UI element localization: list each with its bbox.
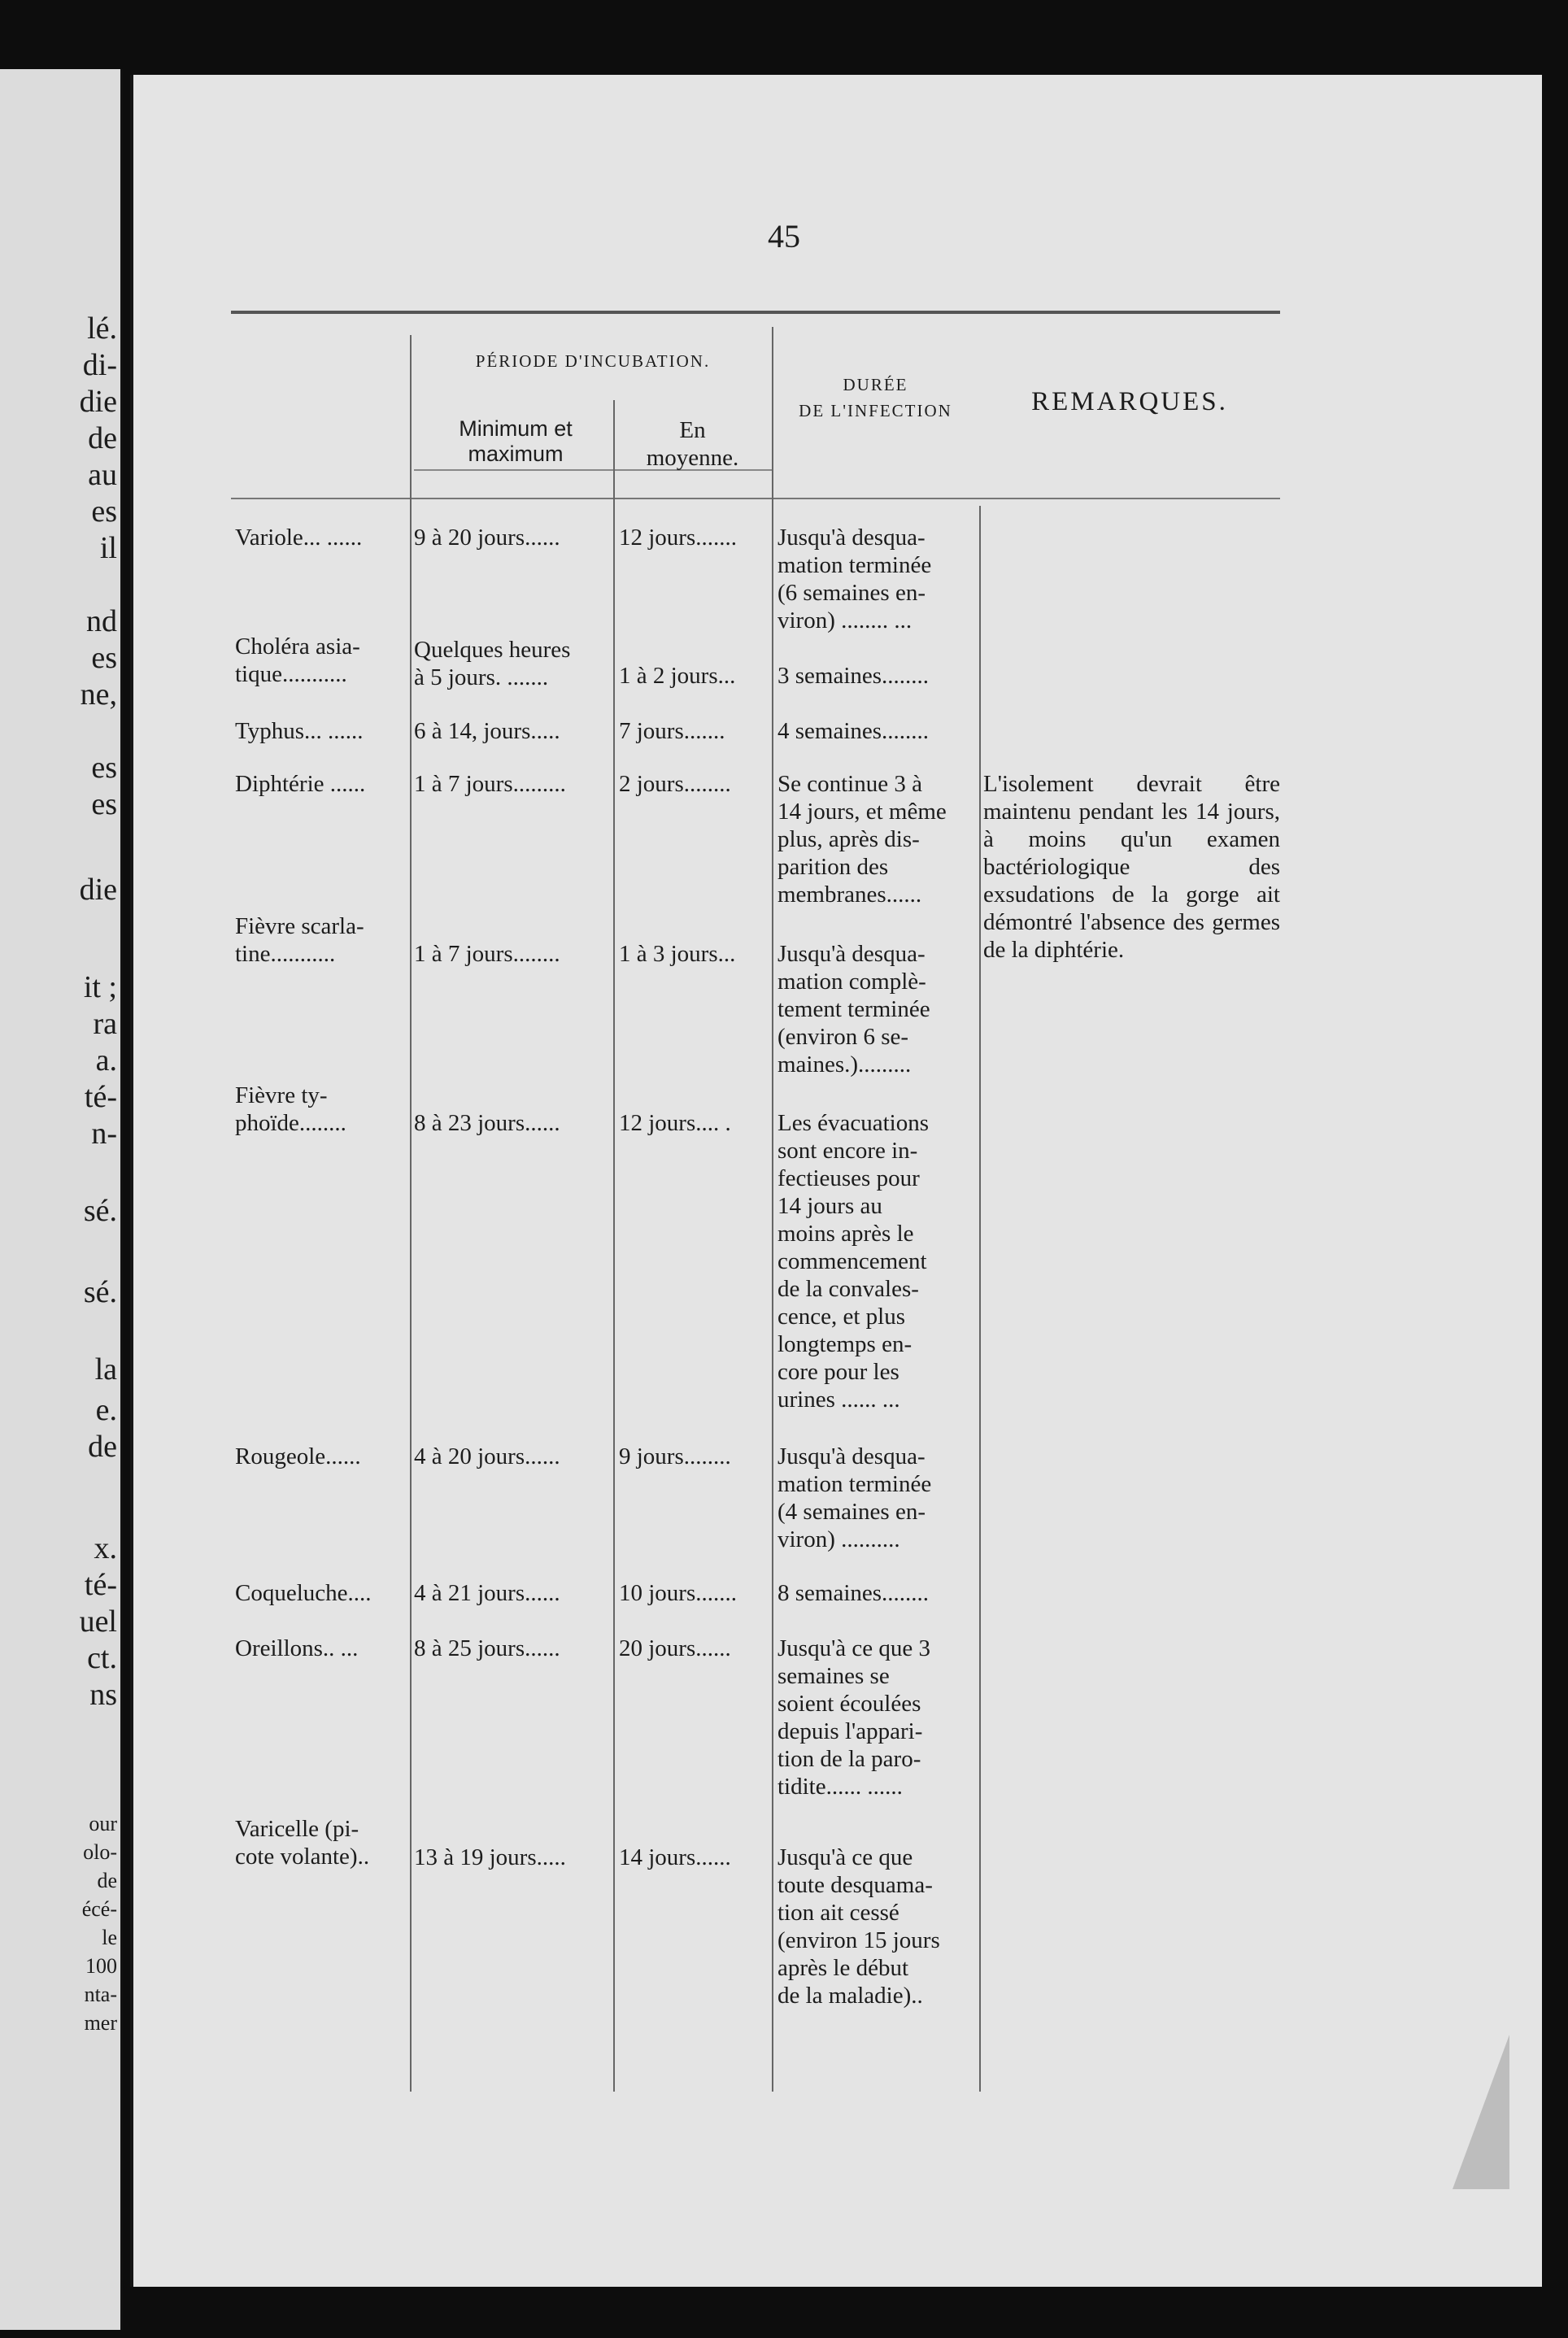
incubation-average: 9 jours........ [619,1443,731,1469]
left-text-fragment: de [97,1869,117,1892]
average-header: En moyenne. [646,417,739,471]
left-text-fragment: ct. [87,1641,117,1675]
left-text-fragment: uel [79,1604,117,1639]
left-text-fragment: die [79,873,117,907]
incubation-average: 12 jours.... . [619,1110,731,1136]
incubation-min-max: 6 à 14, jours..... [414,718,560,744]
infection-duration: 4 semaines........ [777,718,930,744]
column-divider [772,327,773,2092]
disease-name: Choléra asia- tique........... [235,633,360,687]
disease-name: Diphtérie ...... [235,771,366,797]
left-text-fragment: la [94,1352,117,1387]
left-text-fragment: es [91,641,117,675]
column-divider [613,400,615,2092]
disease-name: Variole... ...... [235,525,363,551]
left-text-fragment: ne, [80,677,117,712]
left-text-fragment: lé. [87,311,117,346]
infection-duration: 8 semaines........ [777,1580,930,1606]
infection-duration: Jusqu'à desqua- mation terminée (6 semaines en- viron) ........ ... [777,525,932,633]
incubation-min-max: 4 à 21 jours...... [414,1580,560,1606]
incubation-header: PÉRIODE D'INCUBATION. [475,351,711,371]
left-text-fragment: té- [84,1568,117,1602]
incubation-average: 7 jours....... [619,718,725,744]
infection-duration: Jusqu'à desqua- mation complè- tement terminée (environ 6 se- maines.)......... [777,941,930,1078]
incubation-min-max: 1 à 7 jours......... [414,771,566,797]
column-divider [410,335,412,2092]
left-text-fragment: die [79,385,117,419]
left-text-fragment: de [88,1430,117,1464]
infection-duration: 3 semaines........ [777,663,930,689]
left-text-fragment: olo- [83,1840,117,1864]
top-rule [231,311,1280,314]
left-text-fragment: nta- [84,1983,117,2006]
incubation-min-max: 8 à 23 jours...... [414,1110,560,1136]
left-text-fragment: 100 [85,1954,117,1978]
incubation-average: 12 jours....... [619,525,737,551]
left-text-fragment: il [99,531,117,565]
left-page-fragment [0,69,123,2330]
disease-name: Varicelle (pi- cote volante).. [235,1816,370,1870]
incubation-min-max: 13 à 19 jours..... [414,1844,566,1870]
left-text-fragment: x. [94,1531,117,1565]
incubation-min-max: 8 à 25 jours...... [414,1635,560,1661]
remarks-text: L'isolement devrait être maintenu pendant les 14 jours, à moins qu'un examen bactériologique des exsudations de la gorge ait démontré l'absence des germes de la diphtérie. [983,771,1280,963]
incubation-average: 10 jours....... [619,1580,737,1606]
left-text-fragment: le [102,1926,117,1949]
header-rule [231,498,1280,499]
left-text-fragment: ns [89,1678,117,1712]
infection-duration: Jusqu'à desqua- mation terminée (4 semaines en- viron) .......... [777,1443,932,1552]
left-text-fragment: ra [93,1007,117,1041]
left-text-fragment: sé. [83,1275,117,1309]
disease-name: Coqueluche.... [235,1580,372,1606]
left-text-fragment: es [91,751,117,785]
incubation-average: 14 jours...... [619,1844,731,1870]
left-text-fragment: n- [91,1117,117,1151]
infection-duration: Se continue 3 à 14 jours, et même plus, après dis- parition des membranes...... [777,771,947,908]
page-number: 45 [768,218,800,255]
incubation-min-max: Quelques heures à 5 jours. ....... [414,637,571,690]
remarks-header: REMARQUES. [1031,387,1228,416]
disease-name: Typhus... ...... [235,718,364,744]
left-text-fragment: mer [84,2011,117,2035]
left-text-fragment: it ; [83,970,117,1004]
infection-duration: Les évacuations sont encore in- fectieuses pour 14 jours au moins après le commencement de la convales- cence, et plus longtemps en- core pour les urines ...... ... [777,1110,930,1413]
infection-duration: Jusqu'à ce que toute desquama- tion ait cessé (environ 15 jours après le début de la maladie).. [777,1844,940,2009]
left-text-fragment: de [88,421,117,455]
min-max-header: Minimum et maximum [459,416,573,466]
left-text-fragment: sé. [83,1194,117,1228]
left-text-fragment: nd [86,604,117,638]
left-text-fragment: es [91,787,117,821]
incubation-min-max: 4 à 20 jours...... [414,1443,560,1469]
incubation-min-max: 1 à 7 jours........ [414,941,560,967]
left-text-fragment: écé- [81,1897,117,1921]
incubation-min-max: 9 à 20 jours...... [414,525,560,551]
disease-name: Rougeole...... [235,1443,361,1469]
column-divider [979,506,981,2092]
left-text-fragment: té- [84,1080,117,1114]
disease-name: Fièvre scarla- tine........... [235,913,364,967]
left-text-fragment: au [88,458,117,492]
infection-duration: Jusqu'à ce que 3 semaines se soient écoulées depuis l'appari- tion de la paro- tidite...... ...... [777,1635,931,1800]
disease-name: Fièvre ty- phoïde........ [235,1082,346,1136]
incubation-average: 20 jours...... [619,1635,731,1661]
incubation-average: 1 à 3 jours... [619,941,736,967]
left-text-fragment: es [91,494,117,529]
incubation-average: 1 à 2 jours... [619,663,736,689]
left-text-fragment: a. [95,1043,117,1078]
left-text-fragment: our [89,1812,117,1835]
document-page [130,75,1542,2287]
disease-name: Oreillons.. ... [235,1635,359,1661]
left-text-fragment: e. [95,1393,117,1427]
duration-header: DURÉE DE L'INFECTION [799,375,952,420]
incubation-average: 2 jours........ [619,771,731,797]
torn-corner [1453,2035,1509,2189]
left-text-fragment: di- [82,348,117,382]
